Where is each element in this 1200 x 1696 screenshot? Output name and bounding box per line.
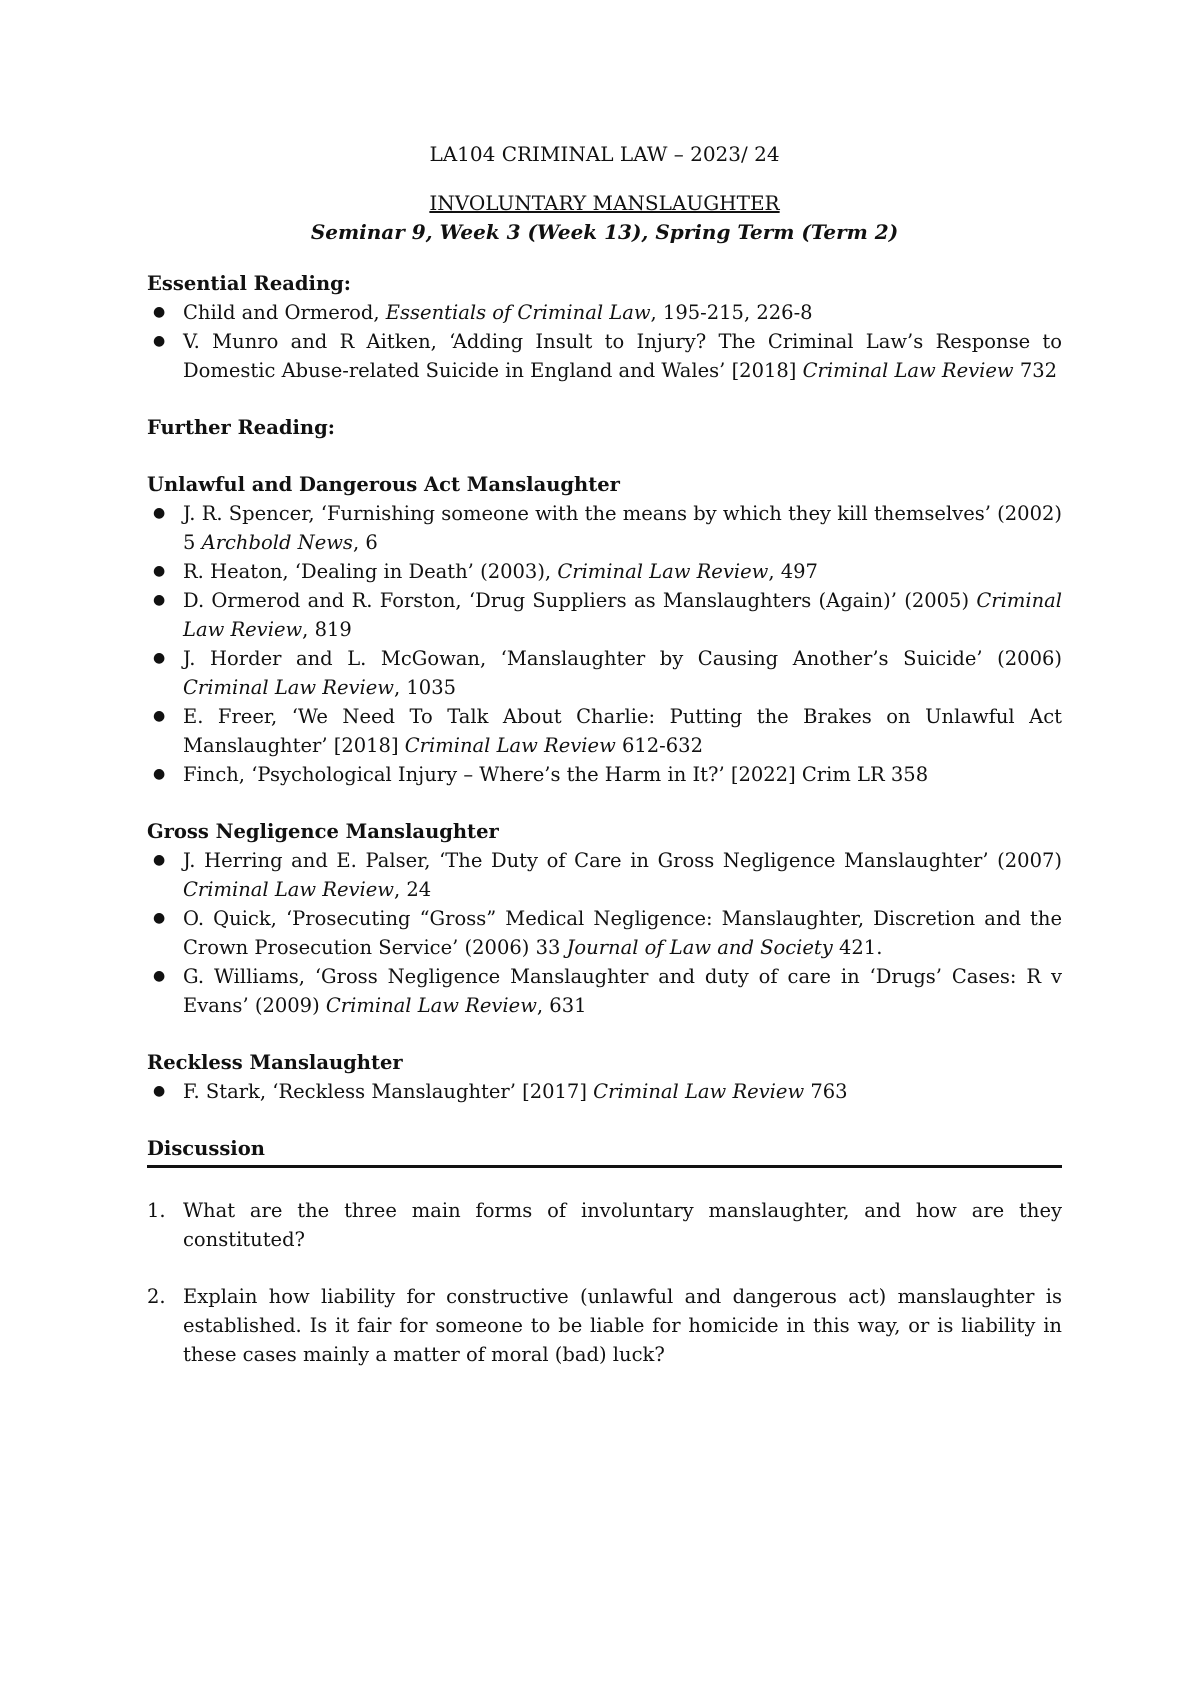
document-page: [147, 140, 1062, 1369]
list-item: ● G. Williams, ‘Gross Negligence Manslaughter and duty of care in ‘Drugs’ Cases: R v Evans’ (2009) Criminal Law Review, 631: [147, 962, 1062, 1020]
unlawful-act-heading: Unlawful and Dangerous Act Manslaughter: [147, 473, 620, 496]
reckless-list: [147, 1077, 1062, 1106]
bullet-icon: ●: [153, 304, 166, 320]
essential-reading-list: [147, 298, 1062, 385]
list-item: ● Finch, ‘Psychological Injury – Where’s the Harm in It?’ [2022] Crim LR 358: [147, 760, 1062, 789]
list-item: [147, 1282, 1062, 1369]
essential-reading-heading: Essential Reading:: [147, 272, 351, 295]
question-number: 2.: [147, 1285, 166, 1308]
further-reading-heading: Further Reading:: [147, 416, 335, 439]
list-item: [147, 1196, 1062, 1254]
bullet-icon: ●: [153, 968, 166, 984]
question-text: What are the three main forms of involuntary manslaughter, and how are they constituted?: [183, 1199, 1062, 1251]
bullet-icon: ●: [153, 766, 166, 782]
gross-negligence-list: [147, 846, 1062, 1020]
bullet-icon: ●: [153, 505, 166, 521]
bullet-icon: ●: [153, 708, 166, 724]
bullet-icon: ●: [153, 650, 166, 666]
seminar-subtitle: Seminar 9, Week 3 (Week 13), Spring Term (Term 2): [310, 220, 899, 244]
discussion-heading: Discussion: [147, 1134, 1062, 1168]
bullet-icon: ●: [153, 910, 166, 926]
list-item: ● J. R. Spencer, ‘Furnishing someone with the means by which they kill themselves’ (2002) 5 Archbold News, 6: [147, 499, 1062, 557]
list-item: ● J. Horder and L. McGowan, ‘Manslaughter by Causing Another’s Suicide’ (2006) Criminal Law Review, 1035: [147, 644, 1062, 702]
list-item: ● Child and Ormerod, Essentials of Criminal Law, 195-215, 226-8: [147, 298, 1062, 327]
discussion-questions: [147, 1196, 1062, 1369]
reckless-heading: Reckless Manslaughter: [147, 1051, 403, 1074]
bullet-icon: ●: [153, 592, 166, 608]
list-item: ● F. Stark, ‘Reckless Manslaughter’ [2017] Criminal Law Review 763: [147, 1077, 1062, 1106]
list-item: ● J. Herring and E. Palser, ‘The Duty of Care in Gross Negligence Manslaughter’ (2007) Criminal Law Review, 24: [147, 846, 1062, 904]
list-item: ● V. Munro and R Aitken, ‘Adding Insult to Injury? The Criminal Law’s Response to Domestic Abuse-related Suicide in England and Wales’ [2018] Criminal Law Review 732: [147, 327, 1062, 385]
bullet-icon: ●: [153, 563, 166, 579]
unlawful-act-list: [147, 499, 1062, 789]
list-item: ● R. Heaton, ‘Dealing in Death’ (2003), Criminal Law Review, 497: [147, 557, 1062, 586]
bullet-icon: ●: [153, 333, 166, 349]
topic-title: INVOLUNTARY MANSLAUGHTER: [429, 191, 780, 215]
list-item: ● D. Ormerod and R. Forston, ‘Drug Suppliers as Manslaughters (Again)’ (2005) Criminal Law Review, 819: [147, 586, 1062, 644]
question-text: Explain how liability for constructive (unlawful and dangerous act) manslaughter is established. Is it fair for someone to be liable for homicide in this way, or is liability in these cases mainly a matter of moral (bad) luck?: [183, 1285, 1062, 1366]
list-item: ● E. Freer, ‘We Need To Talk About Charlie: Putting the Brakes on Unlawful Act Manslaughter’ [2018] Criminal Law Review 612-632: [147, 702, 1062, 760]
list-item: ● O. Quick, ‘Prosecuting “Gross” Medical Negligence: Manslaughter, Discretion and the Crown Prosecution Service’ (2006) 33 Journal of Law and Society 421.: [147, 904, 1062, 962]
gross-negligence-heading: Gross Negligence Manslaughter: [147, 820, 499, 843]
bullet-icon: ●: [153, 852, 166, 868]
question-number: 1.: [147, 1199, 166, 1222]
bullet-icon: ●: [153, 1083, 166, 1099]
course-title: LA104 CRIMINAL LAW – 2023/ 24: [429, 142, 780, 166]
